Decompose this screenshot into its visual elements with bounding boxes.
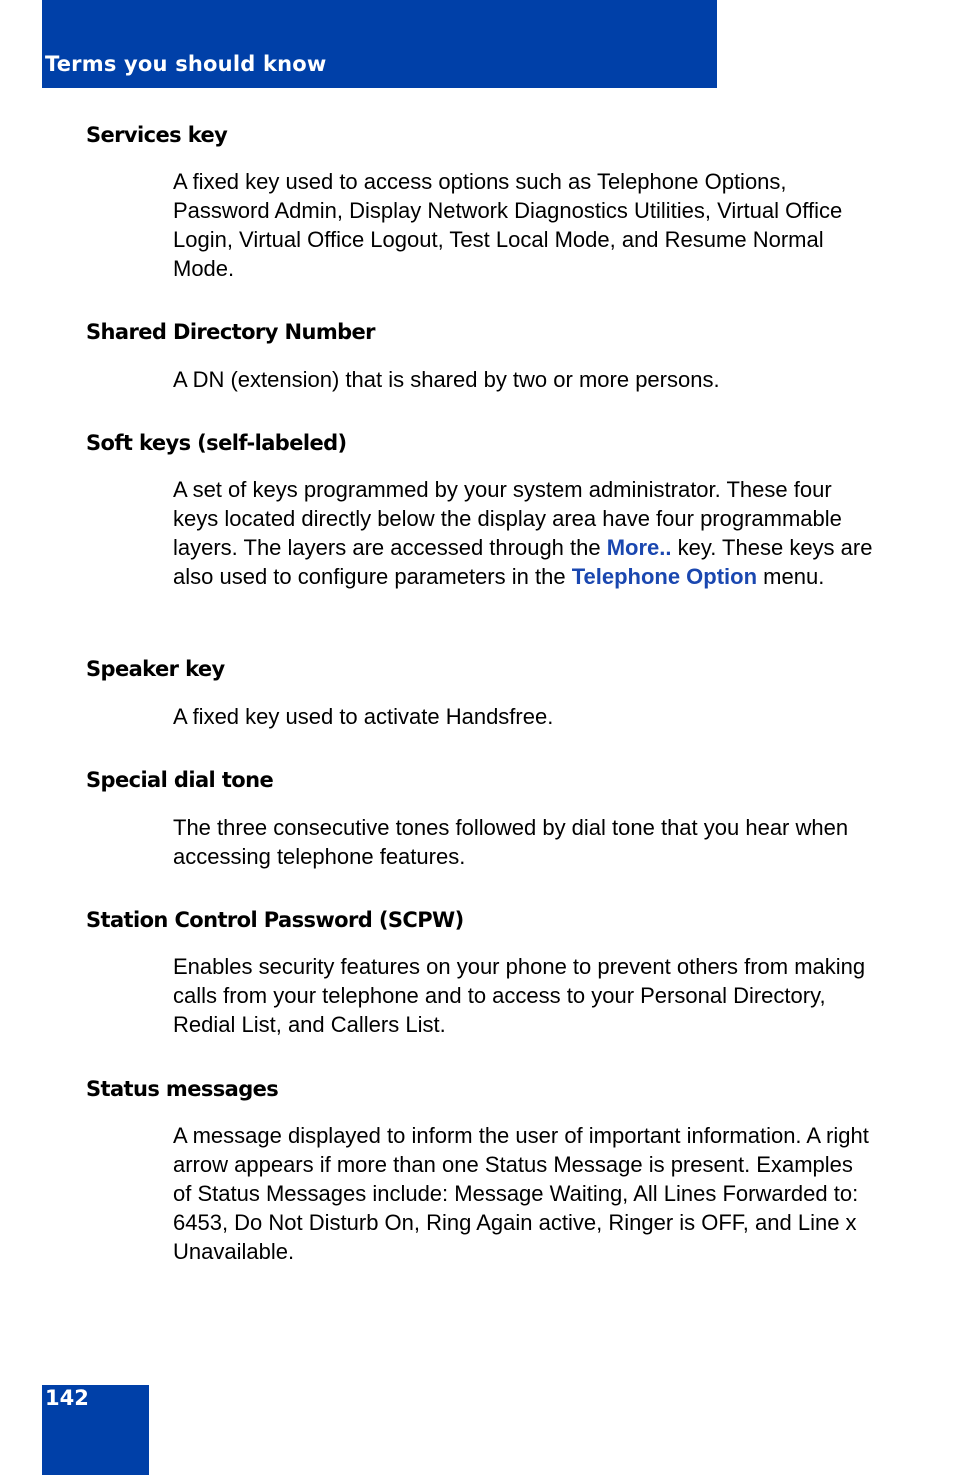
definition-services-key: A fixed key used to access options such as Telephone Options, Password Admin, Display Network Diagnostics Utilities, Virtual Office Login, Virtual Office Logout, Test Local Mode, and Resume Normal Mode.	[173, 169, 843, 281]
definition-text: key. These keys are also used to configure parameters in the	[173, 535, 873, 589]
term-status-messages: Status messages	[86, 1077, 279, 1101]
definition-text: menu.	[757, 564, 825, 589]
definition-status-messages: A message displayed to inform the user of important information. A right arrow appears if more than one Status Message is present. Examples of Status Messages include: Message Waiting, All Lines Forwarded to: 6453, Do Not Disturb On, Ring Again active, Ringer is OFF, and Line x Unavailable.	[173, 1123, 869, 1264]
section-title: Terms you should know	[45, 52, 327, 76]
definition-station-control-password: Enables security features on your phone to prevent others from making calls from your telephone and to access to your Personal Directory, Redial List, and Callers List.	[173, 954, 866, 1037]
term-station-control-password: Station Control Password (SCPW)	[86, 908, 464, 932]
telephone-option-label: Telephone Option	[571, 564, 758, 589]
definition-text: A set of keys programmed by your system administrator. These four keys located directly below the display area have four programmable layers. The layers are accessed through the	[173, 477, 842, 560]
term-special-dial-tone: Special dial tone	[86, 768, 274, 792]
definition-special-dial-tone: The three consecutive tones followed by dial tone that you hear when accessing telephone features.	[173, 815, 849, 869]
term-shared-directory-number: Shared Directory Number	[86, 320, 375, 344]
page-number: 142	[45, 1386, 89, 1410]
term-soft-keys: Soft keys (self-labeled)	[86, 431, 347, 455]
definition-shared-directory-number: A DN (extension) that is shared by two or more persons.	[173, 367, 720, 392]
more-key-label: More..	[606, 535, 672, 560]
definition-speaker-key: A fixed key used to activate Handsfree.	[173, 704, 554, 729]
term-speaker-key: Speaker key	[86, 657, 225, 681]
term-services-key: Services key	[86, 123, 228, 147]
definition-soft-keys	[173, 475, 873, 591]
